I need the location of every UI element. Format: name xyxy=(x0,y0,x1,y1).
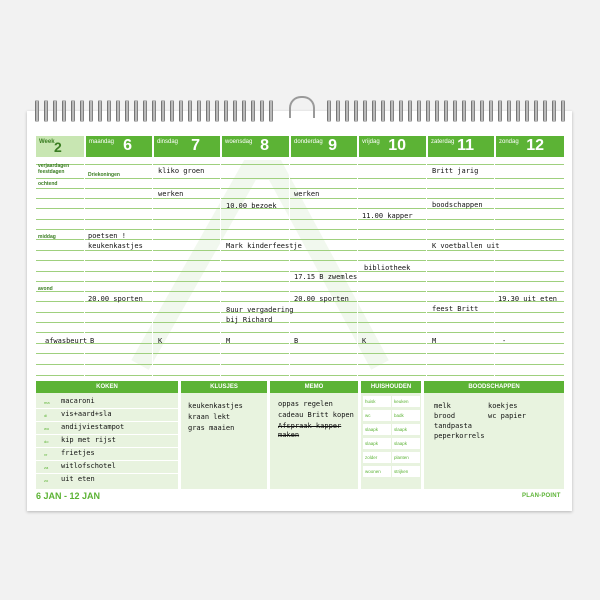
day-name: zondag xyxy=(499,139,519,145)
label-holidays: verjaardagen feestdagen xyxy=(38,163,70,175)
grid-line xyxy=(36,364,564,365)
grid-line xyxy=(36,260,564,261)
klusjes-item: keukenkastjes xyxy=(188,402,243,410)
spiral-ring xyxy=(444,100,448,122)
spiral-ring xyxy=(408,100,412,122)
huishouden-cell: slaapk xyxy=(392,438,420,449)
koken-day: do xyxy=(44,439,49,444)
spiral-ring xyxy=(336,100,340,122)
grid-line xyxy=(36,219,564,220)
memo-item: oppas regelen xyxy=(278,400,333,408)
spiral-ring xyxy=(345,100,349,122)
klusjes-item: kraan lekt xyxy=(188,413,231,421)
klusjes-item: gras maaien xyxy=(188,424,235,432)
panel-title: KLUSJES xyxy=(181,381,267,393)
grid-line xyxy=(36,198,564,199)
boodschappen-item: peperkorrels xyxy=(434,432,485,440)
day-name: woensdag xyxy=(225,139,253,145)
koken-day: zo xyxy=(44,478,49,483)
huishouden-cell: zolder xyxy=(363,452,391,463)
holiday-entry: Driekoningen xyxy=(88,172,120,178)
week-number: 2 xyxy=(54,139,62,155)
column-separator xyxy=(494,136,495,376)
spiral-ring xyxy=(435,100,439,122)
day-name: maandag xyxy=(89,139,115,145)
spiral-ring xyxy=(381,100,385,122)
spiral-ring xyxy=(363,100,367,122)
column-separator xyxy=(426,136,427,376)
day-header-sat xyxy=(428,136,494,157)
grid-line xyxy=(36,291,564,292)
panel-title: KOKEN xyxy=(36,381,178,393)
spiral-ring xyxy=(179,100,183,122)
row-divider xyxy=(36,473,178,474)
memo-item-struck: Afspraak kapper xyxy=(278,422,342,430)
entry: Britt jarig xyxy=(432,167,479,175)
entry: werken xyxy=(294,190,320,198)
day-number: 10 xyxy=(388,137,406,154)
spiral-ring xyxy=(507,100,511,122)
spiral-ring xyxy=(152,100,156,122)
grid-line xyxy=(36,208,564,209)
spiral-ring xyxy=(471,100,475,122)
panel-title: HUISHOUDEN xyxy=(361,381,421,393)
spiral-binding xyxy=(27,100,572,124)
spiral-ring xyxy=(125,100,129,122)
day-header-wed xyxy=(222,136,289,157)
huishouden-cell: badk xyxy=(392,410,420,421)
entry: poetsen ! xyxy=(88,232,126,240)
spiral-ring xyxy=(561,100,565,122)
chore-entry: K xyxy=(158,337,163,345)
spiral-ring xyxy=(224,100,228,122)
panel-klusjes xyxy=(181,381,267,489)
spiral-ring xyxy=(197,100,201,122)
koken-meal: kip met rijst xyxy=(61,436,116,444)
spiral-ring xyxy=(89,100,93,122)
spiral-ring xyxy=(372,100,376,122)
boodschappen-item: tandpasta xyxy=(434,422,472,430)
spiral-ring xyxy=(188,100,192,122)
spiral-ring xyxy=(107,100,111,122)
date-range: 6 JAN - 12 JAN xyxy=(36,491,101,501)
grid-line xyxy=(36,353,564,354)
spiral-ring xyxy=(71,100,75,122)
day-name: zaterdag xyxy=(431,139,455,145)
row-divider xyxy=(36,460,178,461)
day-header-fri xyxy=(359,136,426,157)
spiral-ring xyxy=(98,100,102,122)
spiral-ring xyxy=(215,100,219,122)
spiral-ring xyxy=(552,100,556,122)
day-name: donderdag xyxy=(294,139,323,145)
panel-title: BOODSCHAPPEN xyxy=(424,381,564,393)
koken-meal: vis+aard+sla xyxy=(61,410,112,418)
spiral-ring xyxy=(489,100,493,122)
spiral-ring xyxy=(498,100,502,122)
chore-entry: - xyxy=(502,337,507,345)
spiral-ring xyxy=(251,100,255,122)
spiral-ring xyxy=(44,100,48,122)
day-header-thu xyxy=(291,136,357,157)
entry: 20.00 sporten xyxy=(88,295,143,303)
grid-line xyxy=(36,229,564,230)
column-separator xyxy=(220,136,221,376)
chore-entry: B xyxy=(294,337,299,345)
entry: werken xyxy=(158,190,184,198)
panel-title: MEMO xyxy=(270,381,358,393)
spiral-ring xyxy=(170,100,174,122)
entry: bij Richard xyxy=(226,316,273,324)
huishouden-cell: huisk xyxy=(363,396,391,407)
chore-label: afwasbeurt xyxy=(45,337,88,345)
day-number: 7 xyxy=(191,137,200,154)
chore-entry: B xyxy=(90,337,95,345)
entry: 8uur vergadering xyxy=(226,306,294,314)
day-header-sun xyxy=(496,136,564,157)
entry: 11.00 kapper xyxy=(362,212,413,220)
day-number: 9 xyxy=(328,137,337,154)
spiral-ring xyxy=(233,100,237,122)
boodschappen-item: koekjes xyxy=(488,402,518,410)
huishouden-cell: strijken xyxy=(392,466,420,477)
koken-meal: witlofschotel xyxy=(61,462,116,470)
column-separator xyxy=(357,136,358,376)
koken-meal: frietjes xyxy=(61,449,95,457)
spiral-ring xyxy=(543,100,547,122)
column-separator xyxy=(152,136,153,376)
day-header-mon xyxy=(86,136,152,157)
entry: boodschappen xyxy=(432,201,483,209)
koken-meal: macaroni xyxy=(61,397,95,405)
huishouden-cell: woonen xyxy=(363,466,391,477)
grid-line xyxy=(36,164,564,165)
brand-logo: PLAN-POINT xyxy=(522,493,561,499)
day-number: 11 xyxy=(457,137,474,154)
label-morning: ochtend xyxy=(38,181,58,187)
row-divider xyxy=(36,447,178,448)
grid-line xyxy=(36,250,564,251)
grid-line xyxy=(36,332,564,333)
spiral-ring xyxy=(35,100,39,122)
spiral-ring xyxy=(417,100,421,122)
label-afternoon: middag xyxy=(38,234,56,240)
entry: keukenkastjes xyxy=(88,242,143,250)
day-name: vrijdag xyxy=(362,139,380,145)
koken-day: ma xyxy=(44,400,50,405)
koken-meal: andijviestampot xyxy=(61,423,125,431)
spiral-ring xyxy=(354,100,358,122)
spiral-ring xyxy=(426,100,430,122)
row-divider xyxy=(36,408,178,409)
grid-line xyxy=(36,343,564,344)
row-divider xyxy=(36,434,178,435)
week-label: Week xyxy=(39,139,55,145)
column-separator xyxy=(289,136,290,376)
grid-line xyxy=(36,375,564,376)
entry: kliko groen xyxy=(158,167,205,175)
koken-day: di xyxy=(44,413,48,418)
spiral-ring xyxy=(53,100,57,122)
entry: 19.30 uit eten xyxy=(498,295,558,303)
koken-day: wo xyxy=(44,426,50,431)
grid-line xyxy=(36,178,564,179)
huishouden-cell: keuken xyxy=(392,396,420,407)
day-number: 12 xyxy=(526,137,544,154)
grid-line xyxy=(36,312,564,313)
huishouden-cell: wc xyxy=(363,410,391,421)
spiral-ring xyxy=(516,100,520,122)
huishouden-cell: slaapk xyxy=(363,438,391,449)
spiral-ring xyxy=(206,100,210,122)
huishouden-cell: slaapk xyxy=(392,424,420,435)
entry: 10.00 bezoek xyxy=(226,202,277,210)
koken-meal: uit eten xyxy=(61,475,95,483)
memo-item: cadeau Britt kopen xyxy=(278,411,354,419)
spiral-ring xyxy=(327,100,331,122)
entry: feest Britt xyxy=(432,305,479,313)
label-evening: avond xyxy=(38,286,53,292)
entry: 17.15 B zwemles xyxy=(294,273,358,281)
chore-entry: M xyxy=(432,337,437,345)
spiral-ring xyxy=(534,100,538,122)
huishouden-cell: slaapk xyxy=(363,424,391,435)
boodschappen-item: melk xyxy=(434,402,451,410)
spiral-ring xyxy=(116,100,120,122)
entry: bibliotheek xyxy=(364,264,411,272)
chore-entry: K xyxy=(362,337,367,345)
day-number: 6 xyxy=(123,137,132,154)
spiral-ring xyxy=(80,100,84,122)
spiral-ring xyxy=(143,100,147,122)
week-header xyxy=(36,136,84,157)
entry: 20.00 sporten xyxy=(294,295,349,303)
grid-line xyxy=(36,188,564,189)
spiral-ring xyxy=(525,100,529,122)
row-divider xyxy=(36,421,178,422)
koken-day: vr xyxy=(44,452,48,457)
koken-day: za xyxy=(44,465,49,470)
day-name: dinsdag xyxy=(157,139,179,145)
spiral-ring xyxy=(62,100,66,122)
memo-item-struck: maken xyxy=(278,431,300,439)
boodschappen-item: brood xyxy=(434,412,456,420)
grid-line xyxy=(36,322,564,323)
day-number: 8 xyxy=(260,137,269,154)
grid-line xyxy=(36,271,564,272)
chore-entry: M xyxy=(226,337,231,345)
entry: Mark kinderfeestje xyxy=(226,242,302,250)
spiral-ring xyxy=(453,100,457,122)
spiral-ring xyxy=(390,100,394,122)
spiral-ring xyxy=(480,100,484,122)
grid-line xyxy=(36,281,564,282)
spiral-ring xyxy=(242,100,246,122)
spiral-ring xyxy=(399,100,403,122)
day-header-tue xyxy=(154,136,220,157)
entry: K voetballen uit xyxy=(432,242,500,250)
spiral-ring xyxy=(462,100,466,122)
boodschappen-item: wc papier xyxy=(488,412,526,420)
spiral-ring xyxy=(161,100,165,122)
spiral-ring xyxy=(134,100,138,122)
huishouden-cell: planten xyxy=(392,452,420,463)
spiral-ring xyxy=(269,100,273,122)
spiral-ring xyxy=(260,100,264,122)
